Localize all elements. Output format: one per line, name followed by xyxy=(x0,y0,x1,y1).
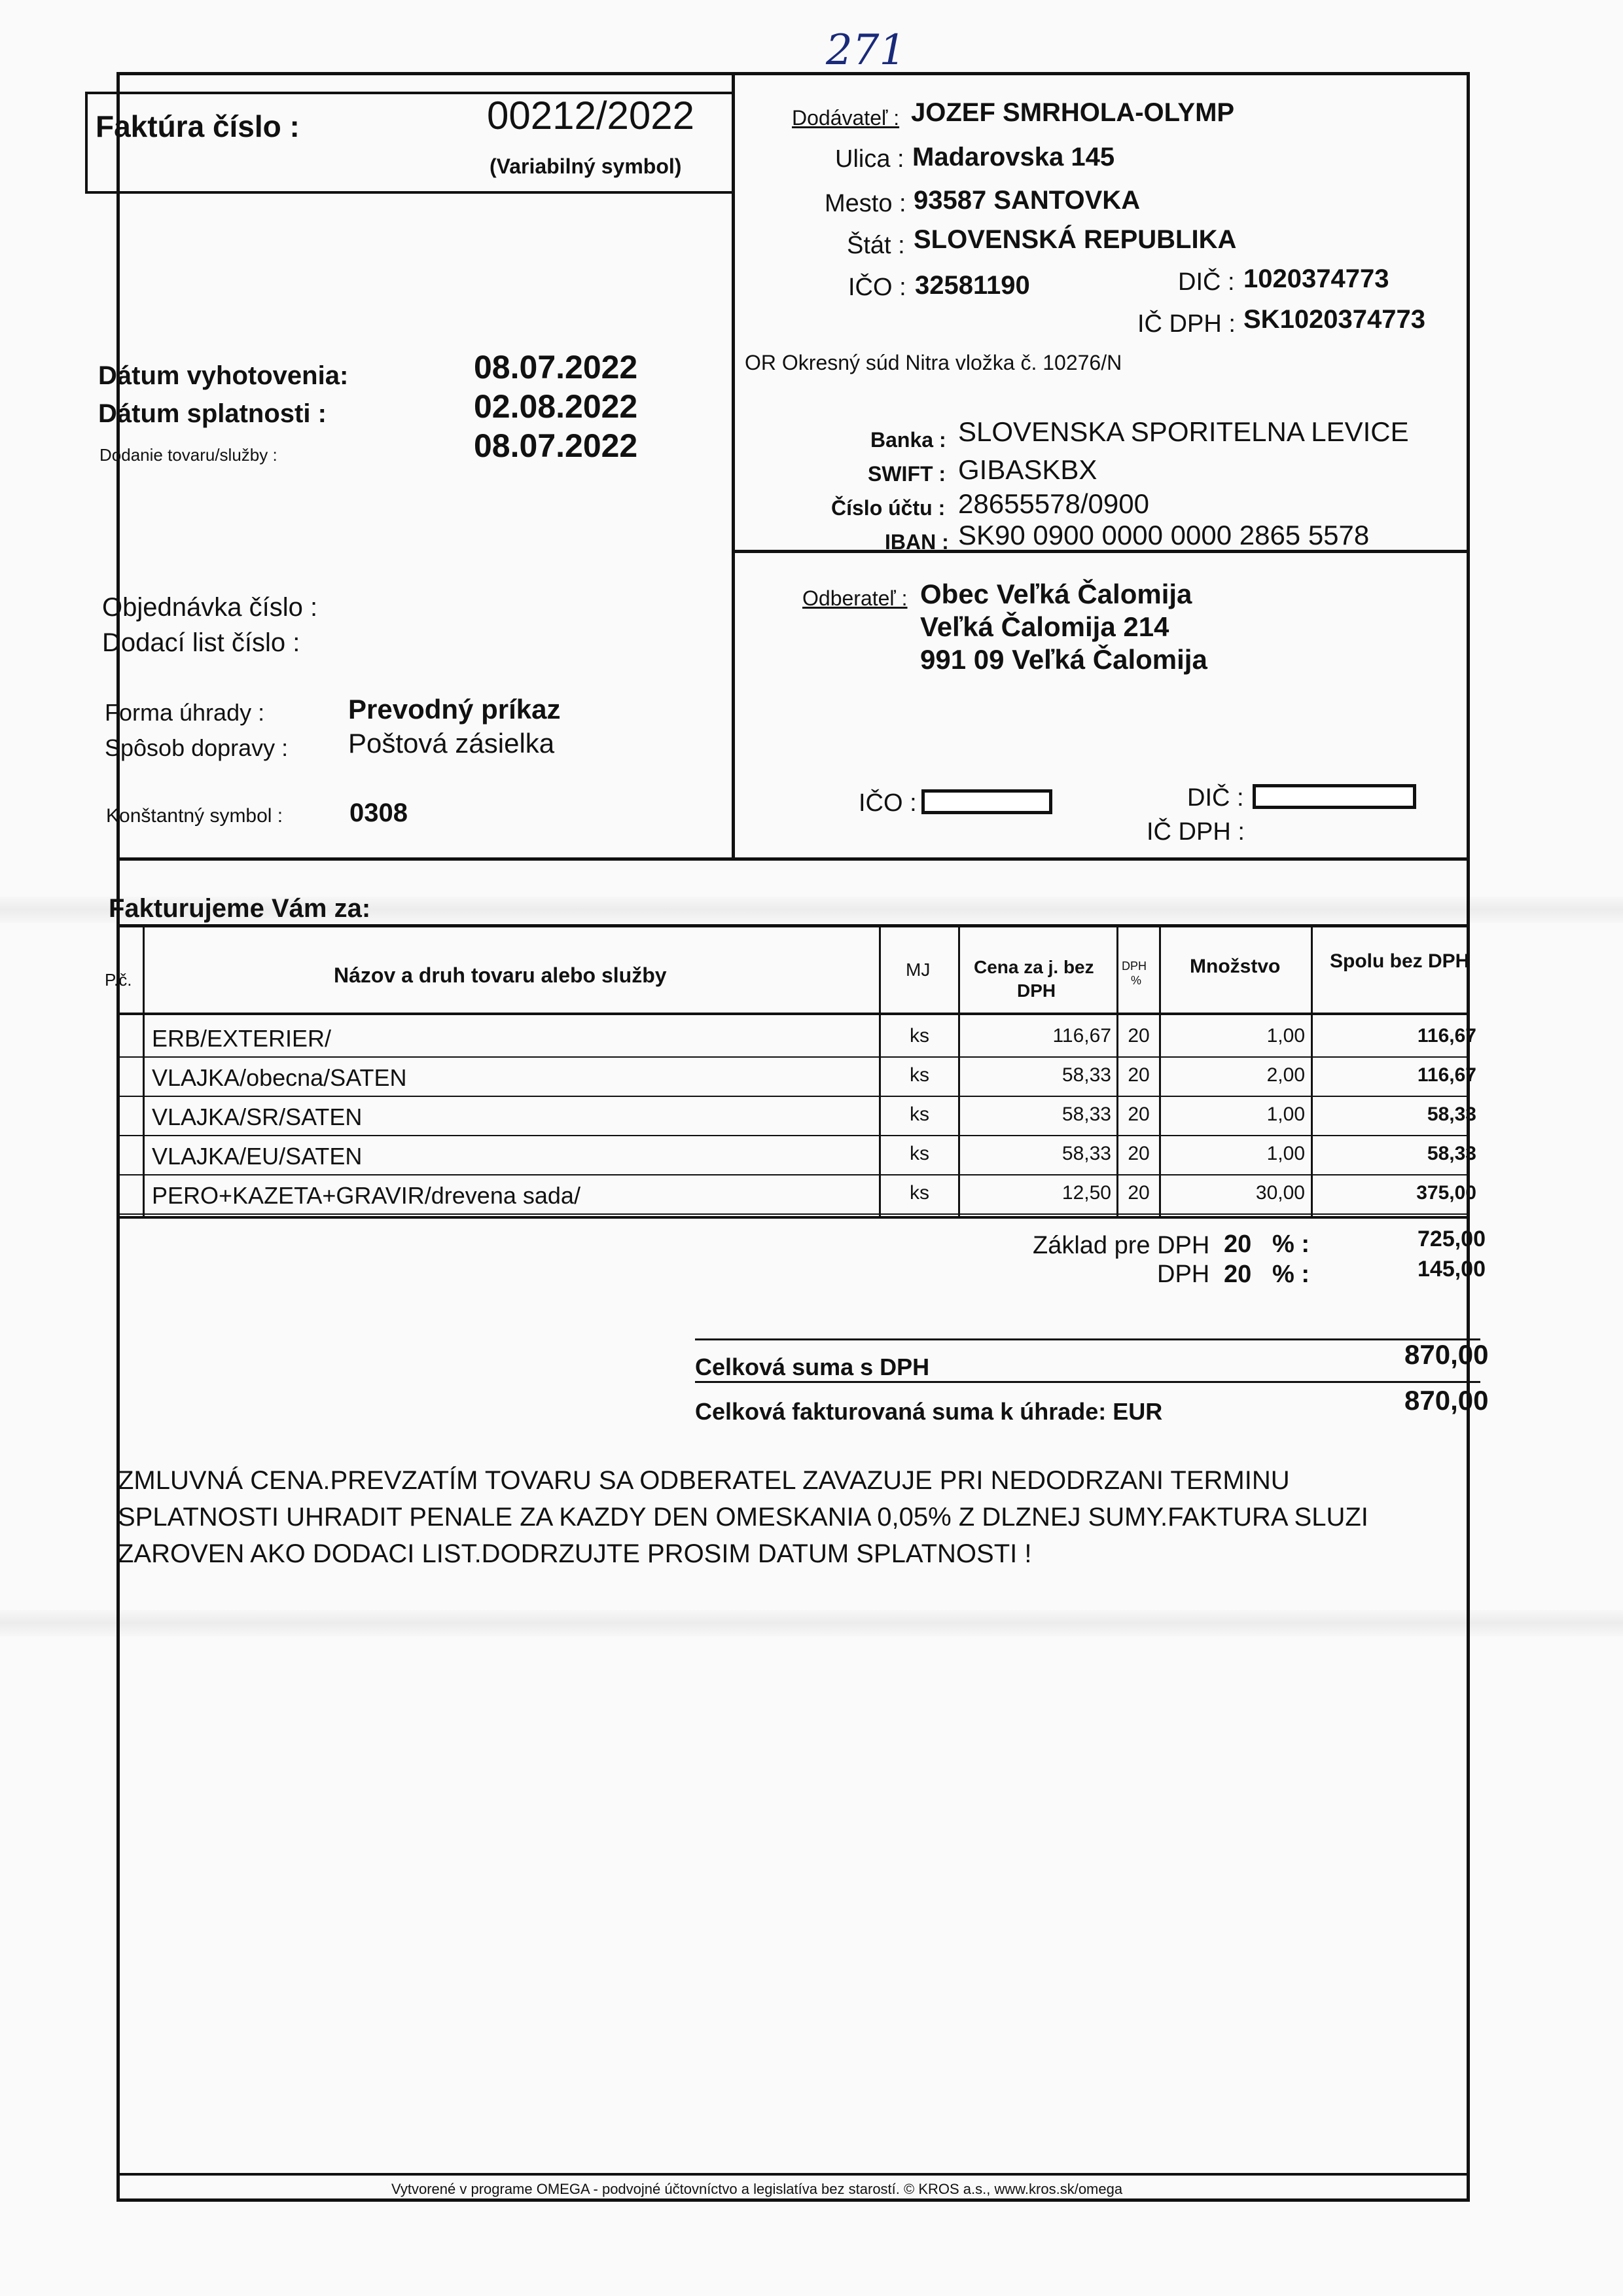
iban-value: SK90 0900 0000 0000 2865 5578 xyxy=(958,520,1370,550)
constant-symbol-value: 0308 xyxy=(349,798,408,827)
customer-ico-label: IČO : xyxy=(859,789,917,817)
issue-date-label: Dátum vyhotovenia: xyxy=(98,361,349,390)
terms-line-3: ZAROVEN AKO DODACI LIST.DODRZUJTE PROSIM DATUM SPLATNOSTI ! xyxy=(118,1539,1032,1568)
supplier-street-label: Ulica : xyxy=(835,145,904,173)
redacted-box xyxy=(1253,784,1416,809)
swift-label: SWIFT : xyxy=(868,462,946,486)
vat-base-rate: 20 xyxy=(1224,1230,1252,1258)
shipping-method-label: Spôsob dopravy : xyxy=(105,734,289,761)
cell-mj: ks xyxy=(910,1064,929,1086)
col-header-price: Cena za j. bez xyxy=(974,957,1094,977)
cell-price: 58,33 xyxy=(1061,1103,1111,1125)
vat-pct: % : xyxy=(1272,1261,1310,1288)
amount-due-value: 870,00 xyxy=(1404,1385,1489,1416)
customer-street: Veľká Čalomija 214 xyxy=(920,611,1169,642)
customer-dic-label: DIČ : xyxy=(1187,784,1244,812)
footer-top-line xyxy=(116,2173,1470,2176)
customer-icdph-label: IČ DPH : xyxy=(1147,818,1245,846)
cell-name: PERO+KAZETA+GRAVIR/drevena sada/ xyxy=(152,1182,580,1209)
col-header-vat: DPH xyxy=(1122,960,1147,973)
cell-vat: 20 xyxy=(1128,1064,1150,1086)
variable-symbol-label: (Variabilný symbol) xyxy=(490,154,682,178)
total-with-vat-label: Celková suma s DPH xyxy=(695,1354,930,1380)
delivery-note-label: Dodací list číslo : xyxy=(102,628,300,657)
col-header-pc: P.č. xyxy=(105,970,132,990)
terms-line-2: SPLATNOSTI UHRADIT PENALE ZA KAZDY DEN OMESKANIA 0,05% Z DLZNEJ SUMY.FAKTURA SLUZI xyxy=(118,1503,1368,1532)
cell-qty: 2,00 xyxy=(1266,1064,1305,1086)
customer-city: 991 09 Veľká Čalomija xyxy=(920,644,1207,675)
supplier-city-label: Mesto : xyxy=(825,190,906,217)
col-header-price-2: DPH xyxy=(1017,980,1056,1001)
account-label: Číslo účtu : xyxy=(831,496,946,520)
handwritten-number: 271 xyxy=(826,26,906,75)
cell-name: VLAJKA/SR/SATEN xyxy=(152,1103,363,1130)
table-top-line xyxy=(116,924,1470,927)
cell-total: 116,67 xyxy=(1417,1064,1476,1086)
constant-symbol-label: Konštantný symbol : xyxy=(106,805,283,827)
vat-label: DPH xyxy=(1157,1261,1210,1288)
items-heading: Fakturujeme Vám za: xyxy=(109,894,371,923)
cell-mj: ks xyxy=(910,1103,929,1125)
cell-price: 12,50 xyxy=(1061,1182,1111,1204)
due-date-label: Dátum splatnosti : xyxy=(98,399,327,428)
table-bottom-line xyxy=(116,1216,1470,1219)
header-underline xyxy=(85,191,732,194)
vat-value: 145,00 xyxy=(1418,1257,1486,1282)
cell-price: 58,33 xyxy=(1061,1143,1111,1164)
cell-vat: 20 xyxy=(1128,1103,1150,1125)
supplier-registry: OR Okresný súd Nitra vložka č. 10276/N xyxy=(745,351,1122,374)
supplier-ico: 32581190 xyxy=(915,271,1030,300)
col-header-mj: MJ xyxy=(906,960,931,980)
customer-name: Obec Veľká Čalomija xyxy=(920,579,1192,609)
redacted-box xyxy=(921,789,1052,814)
delivery-date-value: 08.07.2022 xyxy=(474,427,638,464)
cell-name: VLAJKA/obecna/SATEN xyxy=(152,1064,407,1091)
table-header-bottom xyxy=(116,1013,1470,1015)
cell-vat: 20 xyxy=(1128,1025,1150,1047)
swift-value: GIBASKBX xyxy=(958,454,1097,485)
total-top-line xyxy=(695,1338,1480,1340)
supplier-icdph-label: IČ DPH : xyxy=(1137,310,1236,338)
supplier-dic-label: DIČ : xyxy=(1178,268,1235,296)
account-value: 28655578/0900 xyxy=(958,488,1149,519)
cell-total: 116,67 xyxy=(1417,1025,1476,1047)
issue-date-value: 08.07.2022 xyxy=(474,349,638,386)
total-middle-line xyxy=(695,1381,1480,1383)
vat-base-label: Základ pre DPH xyxy=(1033,1232,1210,1259)
cell-total: 375,00 xyxy=(1416,1182,1476,1204)
cell-mj: ks xyxy=(910,1025,929,1047)
software-footer: Vytvorené v programe OMEGA - podvojné účtovníctvo a legislatíva bez starostí. © KROS a.s., www.kros.sk/omega xyxy=(391,2181,1123,2197)
bank-label: Banka : xyxy=(870,428,946,452)
top-section-bottom-line xyxy=(116,857,1470,861)
cell-qty: 1,00 xyxy=(1266,1025,1305,1047)
amount-due-label: Celková fakturovaná suma k úhrade: EUR xyxy=(695,1398,1163,1425)
terms-line-1: ZMLUVNÁ CENA.PREVZATÍM TOVARU SA ODBERATEL ZAVAZUJE PRI NEDODRZANI TERMINU xyxy=(118,1466,1290,1495)
iban-label: IBAN : xyxy=(885,530,949,554)
cell-qty: 1,00 xyxy=(1266,1143,1305,1164)
supplier-country-label: Štát : xyxy=(847,232,905,259)
order-number-label: Objednávka číslo : xyxy=(102,593,318,622)
cell-mj: ks xyxy=(910,1182,929,1204)
supplier-label: Dodávateľ : xyxy=(792,106,900,130)
cell-price: 116,67 xyxy=(1052,1025,1111,1047)
supplier-city: 93587 SANTOVKA xyxy=(914,186,1141,215)
supplier-ico-label: IČO : xyxy=(848,274,906,301)
payment-method-value: Prevodný príkaz xyxy=(348,694,561,725)
supplier-icdph: SK1020374773 xyxy=(1243,305,1426,334)
cell-name: ERB/EXTERIER/ xyxy=(152,1025,332,1052)
col-header-total: Spolu bez DPH xyxy=(1330,950,1470,972)
supplier-dic: 1020374773 xyxy=(1243,264,1389,293)
supplier-street: Madarovska 145 xyxy=(912,143,1115,171)
invoice-number: 00212/2022 xyxy=(487,94,694,137)
vat-base-value: 725,00 xyxy=(1418,1227,1486,1251)
row-separator xyxy=(116,1213,1470,1215)
cell-total: 58,33 xyxy=(1427,1103,1476,1125)
invoice-title-label: Faktúra číslo : xyxy=(96,109,300,143)
supplier-country: SLOVENSKÁ REPUBLIKA xyxy=(914,225,1237,254)
cell-mj: ks xyxy=(910,1143,929,1164)
due-date-value: 02.08.2022 xyxy=(474,388,638,425)
cell-name: VLAJKA/EU/SATEN xyxy=(152,1143,363,1170)
vertical-divider xyxy=(732,75,735,861)
shipping-method-value: Poštová zásielka xyxy=(348,728,555,759)
cell-vat: 20 xyxy=(1128,1182,1150,1204)
payment-method-label: Forma úhrady : xyxy=(105,699,265,726)
vat-rate: 20 xyxy=(1224,1261,1252,1288)
cell-vat: 20 xyxy=(1128,1143,1150,1164)
col-header-vat-2: % xyxy=(1131,974,1142,987)
col-header-name: Názov a druh tovaru alebo služby xyxy=(334,963,667,987)
cell-price: 58,33 xyxy=(1061,1064,1111,1086)
delivery-date-label: Dodanie tovaru/služby : xyxy=(99,445,277,465)
invoice-box-left xyxy=(85,92,88,194)
bank-name: SLOVENSKA SPORITELNA LEVICE xyxy=(958,416,1409,447)
cell-total: 58,33 xyxy=(1427,1143,1476,1164)
vat-base-pct: % : xyxy=(1272,1230,1310,1258)
cell-qty: 30,00 xyxy=(1255,1182,1305,1204)
cell-qty: 1,00 xyxy=(1266,1103,1305,1125)
customer-label: Odberateľ : xyxy=(802,586,908,610)
col-header-qty: Množstvo xyxy=(1190,956,1281,977)
supplier-name: JOZEF SMRHOLA-OLYMP xyxy=(911,98,1235,127)
total-with-vat-value: 870,00 xyxy=(1404,1339,1489,1370)
